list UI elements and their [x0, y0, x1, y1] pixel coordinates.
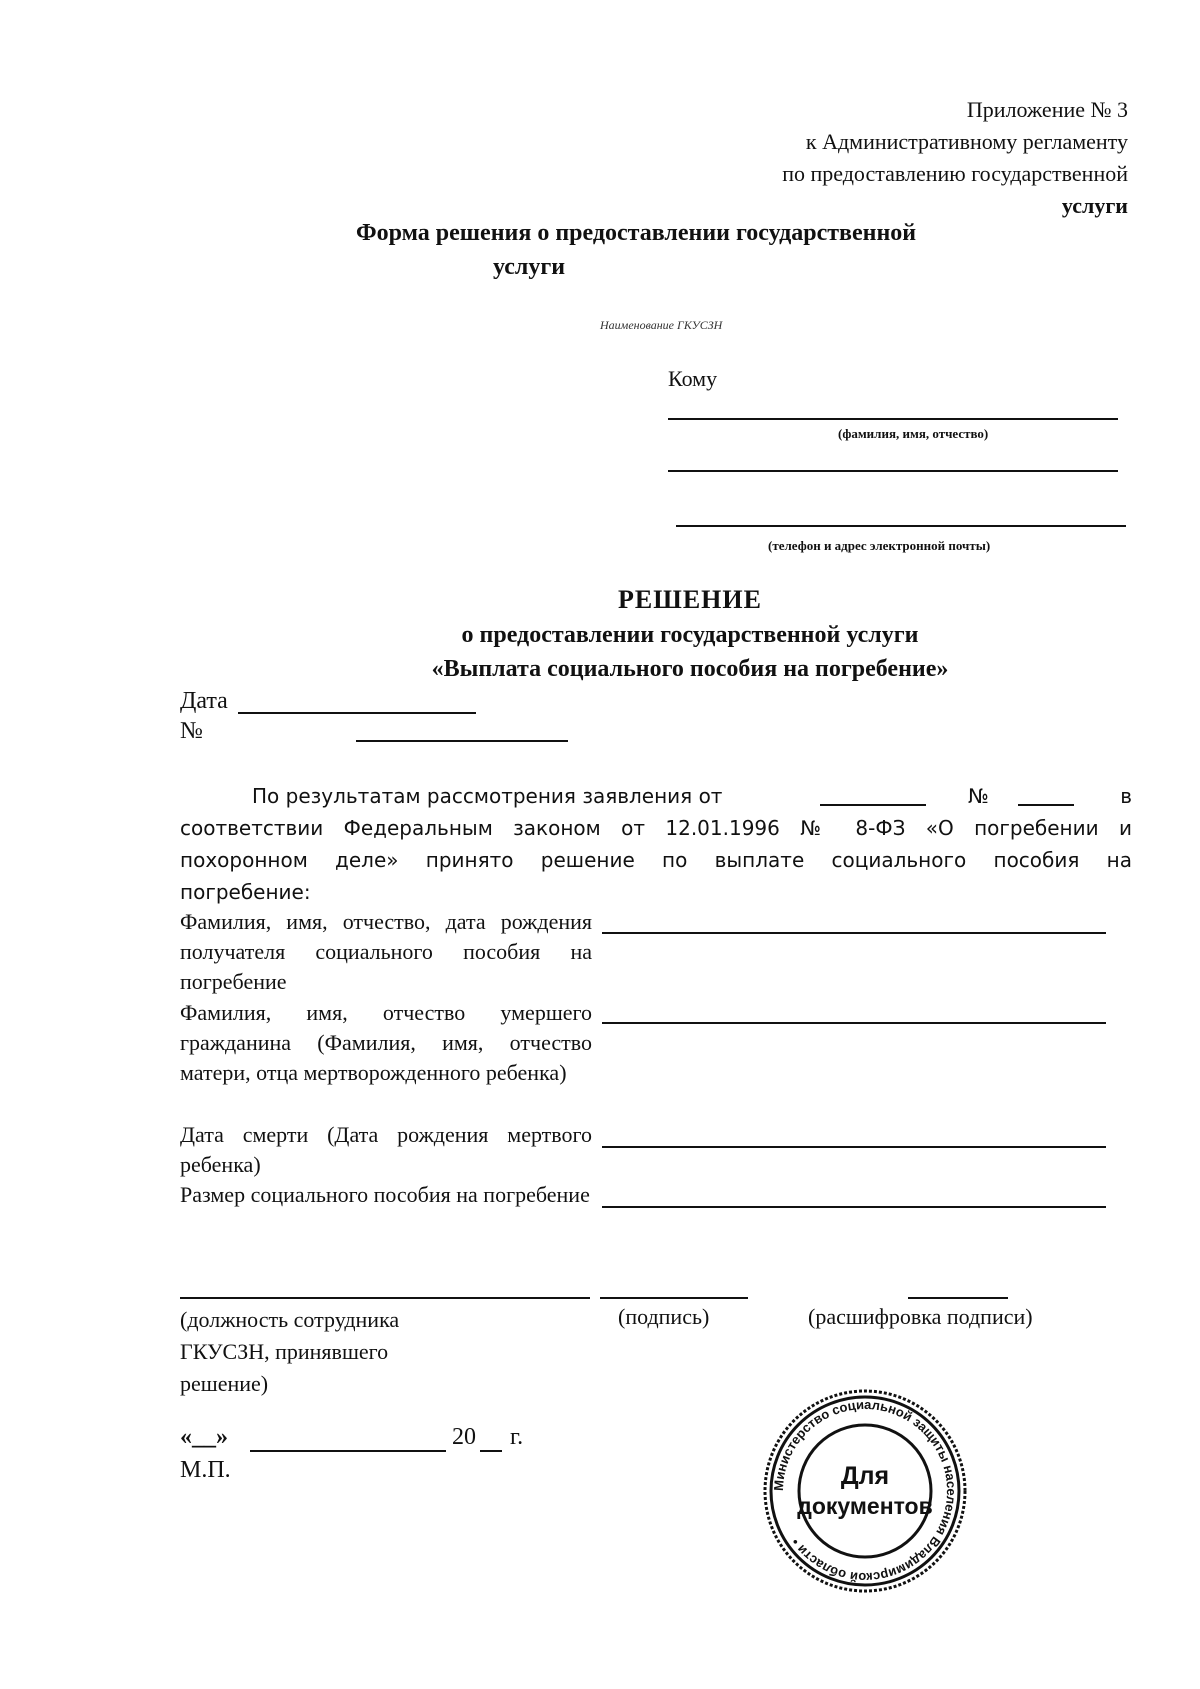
date-label: Дата: [180, 688, 228, 714]
org-placeholder: Наименование ГКУСЗН: [600, 318, 723, 332]
sign-date-day: «__»: [180, 1424, 228, 1450]
form-title-line2: услуги: [493, 254, 566, 280]
form-title-line1: Форма решения о предоставлении государственной: [356, 220, 917, 246]
decision-service-name: «Выплата социального пособия на погребение»: [431, 656, 949, 682]
field-deceased-label: Фамилия, имя, отчество умершего гражданина (Фамилия, имя, отчество матери, отца мертворожденного ребенка): [180, 1000, 592, 1085]
date-line: [238, 712, 476, 714]
body-in: в: [1120, 784, 1132, 808]
signature-line: [600, 1297, 748, 1299]
sign-date-year-suffix: г.: [510, 1424, 524, 1450]
body-line-3: похоронном деле» принято решение по выплате социального пособия на: [180, 848, 1132, 872]
sign-date-month-line: [250, 1450, 446, 1452]
appendix-number: Приложение № 3: [966, 97, 1128, 122]
body-start: По результатам рассмотрения заявления от: [252, 784, 723, 808]
signature-caption: (подпись): [618, 1304, 710, 1329]
decision-title: РЕШЕНИЕ: [618, 585, 762, 614]
application-number-line: [1018, 804, 1074, 806]
decision-subtitle: о предоставлении государственной услуги: [461, 622, 919, 648]
field-deceased-line: [602, 1022, 1106, 1024]
sign-date-year-line: [480, 1450, 502, 1452]
field-amount-label: Размер социального пособия на погребение: [180, 1182, 590, 1207]
decode-line: [908, 1297, 1008, 1299]
field-recipient-label: Фамилия, имя, отчество, дата рождения получателя социального пособия на погребение: [180, 909, 592, 994]
recipient-contact-caption: (телефон и адрес электронной почты): [768, 538, 991, 553]
appendix-header: [608, 94, 1128, 222]
position-caption: (должность сотрудника ГКУСЗН, принявшего решение): [180, 1307, 400, 1396]
body-paragraph: [180, 780, 1132, 908]
field-death-date-label: Дата смерти (Дата рождения мертвого ребенка): [180, 1122, 592, 1177]
recipient-name-line2: [668, 470, 1118, 472]
body-line-4: погребение:: [180, 880, 311, 904]
body-line-2: соответствии Федеральным законом от 12.01.1996 № 8-ФЗ «О погребении и: [180, 816, 1132, 840]
stamp-center-line1: Для: [840, 1462, 890, 1490]
appendix-reglament: к Административному регламенту: [805, 129, 1128, 154]
appendix-provision: по предоставлению государственной: [782, 161, 1128, 186]
application-date-line: [820, 804, 926, 806]
stamp-graphic: [760, 1386, 970, 1596]
stamp-place-label: М.П.: [180, 1457, 231, 1483]
field-recipient-line: [602, 932, 1106, 934]
body-line-1: [180, 780, 1132, 812]
decode-caption: (расшифровка подписи): [808, 1304, 1033, 1329]
field-death-date-line: [602, 1146, 1106, 1148]
official-stamp: [760, 1386, 970, 1596]
number-label: №: [180, 718, 203, 744]
recipient-name-caption: (фамилия, имя, отчество): [838, 426, 989, 441]
recipient-name-line: [668, 418, 1118, 420]
appendix-service: услуги: [1061, 193, 1128, 218]
recipient-contact-line: [676, 525, 1126, 527]
recipient-to-label: Кому: [668, 366, 718, 391]
sign-date-year-prefix: 20: [452, 1424, 476, 1450]
stamp-center-line2: документов: [797, 1493, 933, 1519]
number-line: [356, 740, 568, 742]
field-amount-line: [602, 1206, 1106, 1208]
stamp-ring-text: Министерство социальной защиты населения Владимирской области •: [770, 1396, 960, 1586]
position-line: [180, 1297, 590, 1299]
body-no: №: [968, 784, 989, 808]
